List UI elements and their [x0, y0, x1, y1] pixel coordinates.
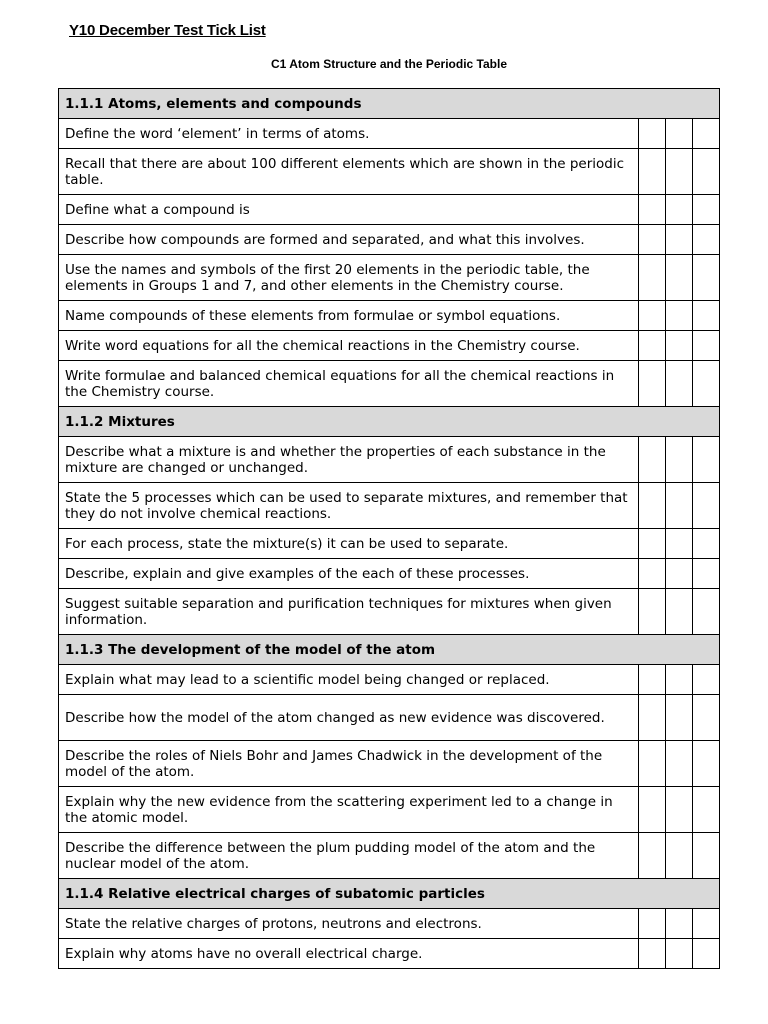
tick-box-red[interactable]: [638, 589, 665, 635]
table-row: [59, 225, 720, 255]
tick-list-table: [58, 88, 720, 969]
tick-box-amber[interactable]: [665, 589, 692, 635]
tick-box-red[interactable]: [638, 559, 665, 589]
tick-box-red[interactable]: [638, 149, 665, 195]
tick-box-amber[interactable]: [665, 483, 692, 529]
table-row: [59, 909, 720, 939]
learning-objective: For each process, state the mixture(s) it can be used to separate.: [59, 529, 639, 559]
document-title: Y10 December Test Tick List: [69, 22, 266, 39]
learning-objective: Explain what may lead to a scientific model being changed or replaced.: [59, 665, 639, 695]
tick-box-amber[interactable]: [665, 331, 692, 361]
learning-objective: Write word equations for all the chemical reactions in the Chemistry course.: [59, 331, 639, 361]
learning-objective: Describe the roles of Niels Bohr and James Chadwick in the development of the model of the atom.: [59, 741, 639, 787]
learning-objective: Write formulae and balanced chemical equations for all the chemical reactions in the Chemistry course.: [59, 361, 639, 407]
tick-box-green[interactable]: [692, 787, 719, 833]
tick-box-amber[interactable]: [665, 529, 692, 559]
tick-box-amber[interactable]: [665, 695, 692, 741]
learning-objective: State the 5 processes which can be used to separate mixtures, and remember that they do not involve chemical reactions.: [59, 483, 639, 529]
tick-box-green[interactable]: [692, 741, 719, 787]
tick-box-red[interactable]: [638, 665, 665, 695]
learning-objective: Define what a compound is: [59, 195, 639, 225]
tick-box-red[interactable]: [638, 529, 665, 559]
tick-box-red[interactable]: [638, 833, 665, 879]
tick-box-red[interactable]: [638, 741, 665, 787]
tick-box-amber[interactable]: [665, 301, 692, 331]
tick-box-green[interactable]: [692, 665, 719, 695]
tick-box-amber[interactable]: [665, 255, 692, 301]
tick-box-amber[interactable]: [665, 195, 692, 225]
tick-box-green[interactable]: [692, 559, 719, 589]
table-row: [59, 195, 720, 225]
section-heading-row: [59, 407, 720, 437]
table-row: [59, 833, 720, 879]
table-row: [59, 939, 720, 969]
section-heading: 1.1.3 The development of the model of the atom: [59, 635, 720, 665]
tick-box-green[interactable]: [692, 361, 719, 407]
table-row: [59, 361, 720, 407]
tick-box-amber[interactable]: [665, 909, 692, 939]
learning-objective: Recall that there are about 100 different elements which are shown in the periodic table.: [59, 149, 639, 195]
table-row: [59, 255, 720, 301]
tick-box-green[interactable]: [692, 529, 719, 559]
tick-box-red[interactable]: [638, 909, 665, 939]
table-row: [59, 149, 720, 195]
table-row: [59, 787, 720, 833]
document-subtitle: C1 Atom Structure and the Periodic Table: [270, 57, 508, 71]
section-heading-row: [59, 879, 720, 909]
table-row: [59, 559, 720, 589]
tick-box-green[interactable]: [692, 225, 719, 255]
tick-box-red[interactable]: [638, 195, 665, 225]
tick-box-green[interactable]: [692, 301, 719, 331]
table-row: [59, 301, 720, 331]
tick-box-green[interactable]: [692, 119, 719, 149]
tick-box-amber[interactable]: [665, 119, 692, 149]
tick-box-amber[interactable]: [665, 833, 692, 879]
tick-box-green[interactable]: [692, 149, 719, 195]
tick-box-red[interactable]: [638, 437, 665, 483]
tick-box-green[interactable]: [692, 255, 719, 301]
table-row: [59, 695, 720, 741]
tick-box-green[interactable]: [692, 939, 719, 969]
tick-box-amber[interactable]: [665, 225, 692, 255]
table-row: [59, 741, 720, 787]
table-row: [59, 119, 720, 149]
table-row: [59, 331, 720, 361]
table-row: [59, 665, 720, 695]
learning-objective: Explain why atoms have no overall electrical charge.: [59, 939, 639, 969]
tick-box-amber[interactable]: [665, 741, 692, 787]
tick-box-red[interactable]: [638, 787, 665, 833]
section-heading: 1.1.4 Relative electrical charges of subatomic particles: [59, 879, 720, 909]
learning-objective: Define the word ‘element’ in terms of atoms.: [59, 119, 639, 149]
tick-box-green[interactable]: [692, 833, 719, 879]
tick-box-green[interactable]: [692, 195, 719, 225]
table-row: [59, 483, 720, 529]
tick-box-red[interactable]: [638, 331, 665, 361]
tick-box-green[interactable]: [692, 589, 719, 635]
tick-box-green[interactable]: [692, 695, 719, 741]
section-heading-row: [59, 89, 720, 119]
tick-box-amber[interactable]: [665, 149, 692, 195]
learning-objective: Describe, explain and give examples of the each of these processes.: [59, 559, 639, 589]
tick-box-red[interactable]: [638, 255, 665, 301]
section-heading-row: [59, 635, 720, 665]
tick-box-red[interactable]: [638, 939, 665, 969]
tick-box-green[interactable]: [692, 909, 719, 939]
tick-box-amber[interactable]: [665, 559, 692, 589]
learning-objective: Suggest suitable separation and purification techniques for mixtures when given information.: [59, 589, 639, 635]
tick-box-green[interactable]: [692, 331, 719, 361]
tick-box-red[interactable]: [638, 119, 665, 149]
learning-objective: State the relative charges of protons, neutrons and electrons.: [59, 909, 639, 939]
learning-objective: Name compounds of these elements from formulae or symbol equations.: [59, 301, 639, 331]
learning-objective: Use the names and symbols of the first 20 elements in the periodic table, the elements in Groups 1 and 7, and other elements in the Chemistry course.: [59, 255, 639, 301]
tick-box-amber[interactable]: [665, 361, 692, 407]
tick-box-amber[interactable]: [665, 437, 692, 483]
learning-objective: Describe what a mixture is and whether the properties of each substance in the mixture are changed or unchanged.: [59, 437, 639, 483]
tick-box-green[interactable]: [692, 483, 719, 529]
tick-box-green[interactable]: [692, 437, 719, 483]
table-row: [59, 437, 720, 483]
tick-box-amber[interactable]: [665, 665, 692, 695]
learning-objective: Describe how compounds are formed and separated, and what this involves.: [59, 225, 639, 255]
section-heading: 1.1.2 Mixtures: [59, 407, 720, 437]
learning-objective: Explain why the new evidence from the scattering experiment led to a change in the atomic model.: [59, 787, 639, 833]
tick-box-red[interactable]: [638, 361, 665, 407]
tick-box-red[interactable]: [638, 695, 665, 741]
tick-box-red[interactable]: [638, 483, 665, 529]
table-row: [59, 589, 720, 635]
table-row: [59, 529, 720, 559]
tick-box-amber[interactable]: [665, 787, 692, 833]
learning-objective: Describe how the model of the atom changed as new evidence was discovered.: [59, 695, 639, 741]
tick-box-amber[interactable]: [665, 939, 692, 969]
tick-box-red[interactable]: [638, 301, 665, 331]
tick-box-red[interactable]: [638, 225, 665, 255]
section-heading: 1.1.1 Atoms, elements and compounds: [59, 89, 720, 119]
learning-objective: Describe the difference between the plum pudding model of the atom and the nuclear model of the atom.: [59, 833, 639, 879]
